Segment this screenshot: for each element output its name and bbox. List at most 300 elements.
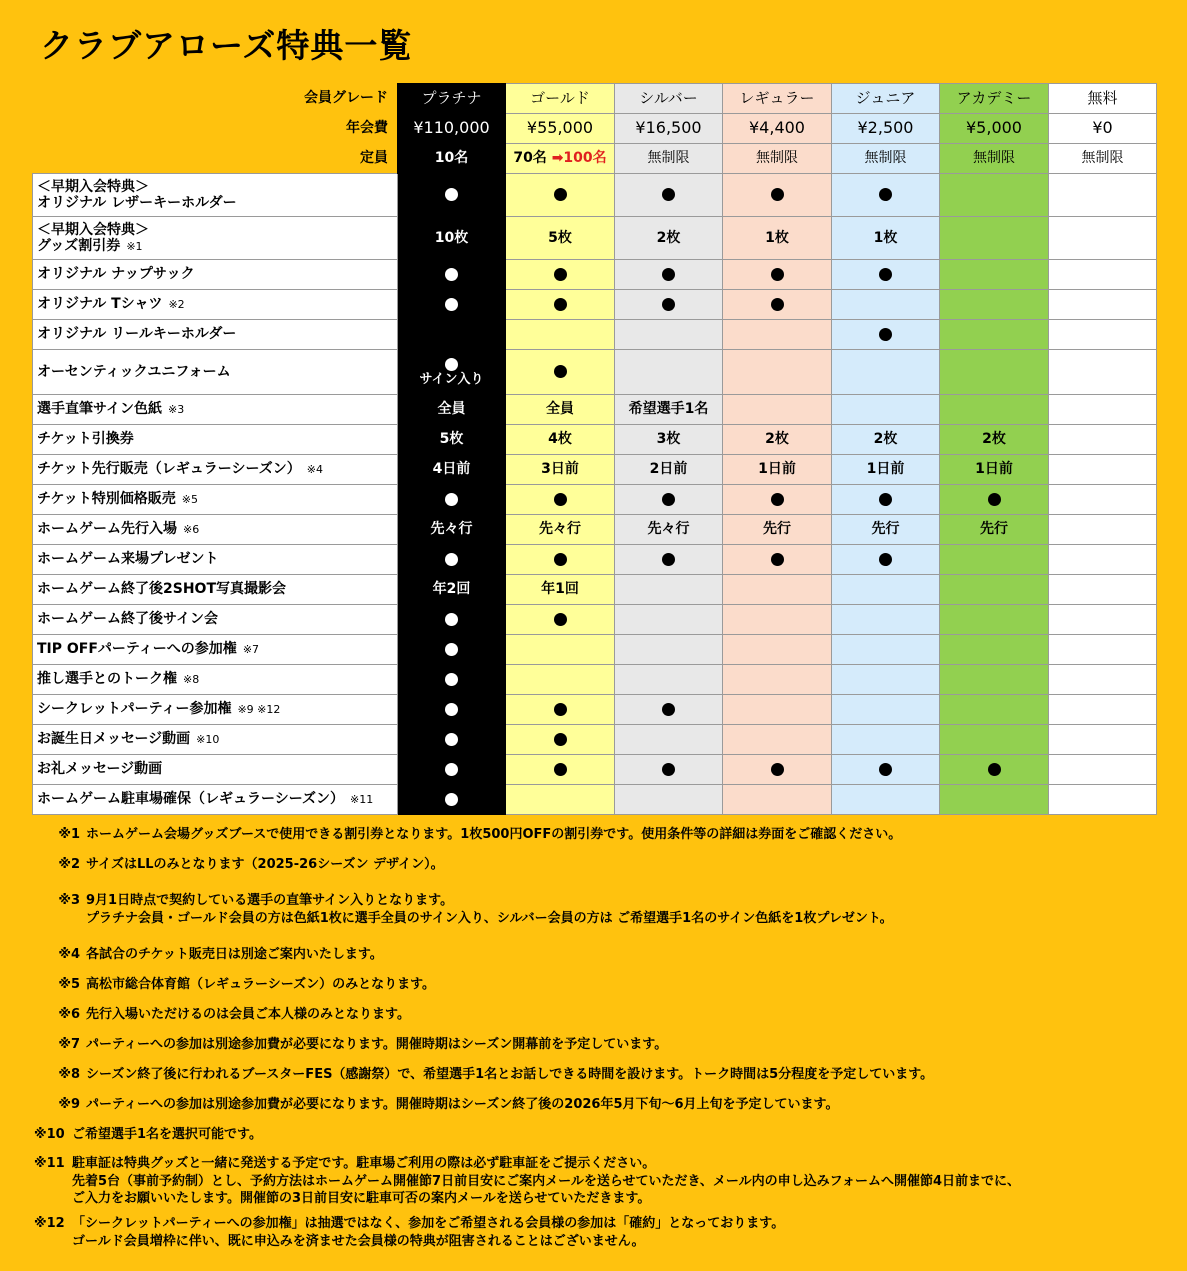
included-dot-icon bbox=[988, 763, 1001, 776]
cell-value: 1日前 bbox=[975, 461, 1013, 478]
included-dot-icon bbox=[662, 188, 675, 201]
column-grade-0 bbox=[398, 84, 506, 114]
cell-value: 先々行 bbox=[430, 521, 473, 538]
footnote-line: プラチナ会員・ゴールド会員の方は色紙1枚に選手全員のサイン入り、シルバー会員の方は ご希望選手1名のサイン色紙を1枚プレゼント。 bbox=[86, 910, 893, 926]
footnote-line: ホームゲーム会場グッズブースで使用できる割引券となります。1枚500円OFFの割引券です。使用条件等の詳細は券面をご確認ください。 bbox=[86, 827, 902, 842]
footnote-key: ※6 bbox=[58, 1007, 80, 1022]
benefit-cell bbox=[832, 785, 940, 815]
benefit-cell bbox=[940, 174, 1049, 217]
benefit-cell bbox=[940, 395, 1049, 425]
note-ref: ※5 bbox=[181, 493, 198, 507]
benefit-row bbox=[33, 290, 1157, 320]
capacity-value: 無制限 bbox=[973, 150, 1015, 167]
benefit-row bbox=[33, 545, 1157, 575]
benefit-cell bbox=[832, 320, 940, 350]
capacity-value: 無制限 bbox=[1081, 150, 1124, 167]
benefit-label bbox=[33, 635, 398, 665]
included-dot-icon bbox=[445, 188, 458, 201]
benefit-row bbox=[33, 665, 1157, 695]
benefit-cell bbox=[723, 545, 832, 575]
cell-value: 2枚 bbox=[765, 431, 789, 448]
benefit-cell bbox=[832, 515, 940, 545]
cell-subtext: サイン入り bbox=[419, 371, 484, 387]
included-dot-icon bbox=[662, 703, 675, 716]
footnote-line: パーティーへの参加は別途参加費が必要になります。開催時期はシーズン開幕前を予定しています。 bbox=[86, 1037, 668, 1052]
benefit-label-text: お誕生日メッセージ動画 bbox=[37, 731, 191, 748]
benefit-label-text: ホームゲーム駐車場確保（レギュラーシーズン） bbox=[37, 791, 345, 808]
column-fee-1 bbox=[506, 114, 615, 144]
benefit-row bbox=[33, 485, 1157, 515]
benefit-label bbox=[33, 515, 398, 545]
included-dot-icon bbox=[445, 673, 458, 686]
benefit-cell bbox=[723, 485, 832, 515]
benefit-cell bbox=[1049, 545, 1157, 575]
included-dot-icon bbox=[445, 793, 458, 806]
footnote-body bbox=[86, 1066, 933, 1084]
benefit-cell bbox=[832, 665, 940, 695]
benefit-cell bbox=[940, 290, 1049, 320]
column-fee-4 bbox=[832, 114, 940, 144]
benefit-cell bbox=[615, 545, 723, 575]
cell-value: 希望選手1名 bbox=[628, 401, 709, 418]
benefit-cell bbox=[723, 515, 832, 545]
footnote-body bbox=[86, 946, 383, 964]
benefit-label bbox=[33, 545, 398, 575]
footnote-key: ※10 bbox=[34, 1127, 65, 1142]
benefit-cell bbox=[1049, 485, 1157, 515]
benefit-cell bbox=[723, 320, 832, 350]
benefit-cell bbox=[1049, 785, 1157, 815]
column-grade-4 bbox=[832, 84, 940, 114]
footnote-key: ※5 bbox=[58, 977, 80, 992]
benefit-label bbox=[33, 725, 398, 755]
benefit-cell bbox=[615, 174, 723, 217]
benefit-row bbox=[33, 174, 1157, 217]
column-capacity-6 bbox=[1049, 144, 1157, 174]
benefit-label-text: ホームゲーム終了後2SHOT写真撮影会 bbox=[37, 581, 286, 598]
cell-value: 先行 bbox=[871, 521, 900, 538]
benefit-label-text: チケット引換券 bbox=[37, 431, 134, 448]
benefit-cell bbox=[1049, 605, 1157, 635]
benefit-row bbox=[33, 725, 1157, 755]
benefit-label-text: オリジナル リールキーホルダー bbox=[37, 326, 237, 343]
benefit-cell bbox=[940, 217, 1049, 260]
footnote bbox=[36, 1036, 667, 1054]
included-dot-icon bbox=[662, 298, 675, 311]
footnote bbox=[36, 826, 901, 844]
benefit-cell bbox=[506, 290, 615, 320]
benefit-cell bbox=[723, 395, 832, 425]
benefit-cell bbox=[398, 217, 506, 260]
cell-value: 4枚 bbox=[548, 431, 572, 448]
page-title: クラブアローズ特典一覧 bbox=[40, 26, 413, 65]
benefit-cell bbox=[398, 545, 506, 575]
benefit-cell bbox=[398, 605, 506, 635]
column-fee-0 bbox=[398, 114, 506, 144]
note-ref: ※4 bbox=[306, 463, 323, 477]
included-dot-icon bbox=[554, 365, 567, 378]
fee-value: ¥4,400 bbox=[749, 118, 805, 138]
included-dot-icon bbox=[879, 493, 892, 506]
included-dot-icon bbox=[445, 268, 458, 281]
benefit-cell bbox=[1049, 174, 1157, 217]
column-capacity-4 bbox=[832, 144, 940, 174]
column-capacity-2 bbox=[615, 144, 723, 174]
included-dot-icon bbox=[771, 268, 784, 281]
note-ref: ※6 bbox=[183, 523, 200, 537]
footnote-key: ※8 bbox=[58, 1067, 80, 1082]
column-capacity-5 bbox=[940, 144, 1049, 174]
benefit-cell bbox=[832, 485, 940, 515]
benefit-row bbox=[33, 515, 1157, 545]
footnote-key: ※3 bbox=[58, 893, 80, 908]
footnote-body bbox=[86, 976, 435, 994]
benefit-label-text-2: オリジナル レザーキーホルダー bbox=[37, 195, 237, 211]
cell-value: 1日前 bbox=[758, 461, 796, 478]
cell-value: 先行 bbox=[980, 521, 1008, 538]
grade-value: アカデミー bbox=[956, 88, 1032, 107]
benefit-cell bbox=[723, 725, 832, 755]
included-dot-icon bbox=[445, 553, 458, 566]
footnote-line: ゴールド会員増枠に伴い、既に申込みを済ませた会員様の特典が阻害されることはございません。 bbox=[72, 1233, 645, 1249]
benefit-cell bbox=[615, 605, 723, 635]
benefit-label-text: オーセンティックユニフォーム bbox=[37, 363, 231, 380]
benefit-cell bbox=[615, 515, 723, 545]
cell-value: 全員 bbox=[546, 401, 574, 418]
benefit-row bbox=[33, 217, 1157, 260]
benefit-cell bbox=[832, 425, 940, 455]
cell-value: 2枚 bbox=[873, 431, 898, 448]
benefit-cell bbox=[398, 260, 506, 290]
benefit-row bbox=[33, 395, 1157, 425]
footnote bbox=[36, 892, 893, 927]
included-dot-icon bbox=[554, 703, 567, 716]
header-row-grade bbox=[33, 84, 1157, 114]
capacity-value: 無制限 bbox=[647, 150, 690, 167]
benefit-row bbox=[33, 785, 1157, 815]
benefit-cell bbox=[506, 217, 615, 260]
benefit-label-text: チケット特別価格販売 bbox=[37, 491, 176, 508]
benefit-cell bbox=[506, 665, 615, 695]
benefit-cell bbox=[723, 575, 832, 605]
column-grade-2 bbox=[615, 84, 723, 114]
benefit-cell bbox=[940, 785, 1049, 815]
benefit-label-text-2: グッズ割引券 bbox=[37, 238, 121, 254]
benefit-row bbox=[33, 455, 1157, 485]
benefit-cell bbox=[723, 455, 832, 485]
footnote-line: 駐車証は特典グッズと一緒に発送する予定です。駐車場ご利用の際は必ず駐車証をご提示ください。 bbox=[72, 1156, 656, 1171]
benefit-cell bbox=[832, 575, 940, 605]
column-capacity-1 bbox=[506, 144, 615, 174]
included-dot-icon bbox=[445, 733, 458, 746]
included-dot-icon bbox=[445, 643, 458, 656]
column-capacity-3 bbox=[723, 144, 832, 174]
cell-value: 2枚 bbox=[656, 229, 681, 246]
included-dot-icon bbox=[662, 763, 675, 776]
header-label-grade: 会員グレード bbox=[304, 90, 388, 107]
footnote-body bbox=[72, 1215, 784, 1250]
benefit-cell bbox=[615, 455, 723, 485]
fee-value: ¥110,000 bbox=[413, 118, 490, 138]
included-dot-icon bbox=[445, 613, 458, 626]
benefit-cell bbox=[940, 575, 1049, 605]
benefit-cell bbox=[832, 635, 940, 665]
benefit-cell bbox=[615, 785, 723, 815]
footnote bbox=[36, 1006, 410, 1024]
benefit-cell bbox=[832, 725, 940, 755]
footnote-key: ※2 bbox=[58, 857, 80, 872]
footnote-key: ※12 bbox=[34, 1216, 65, 1231]
note-ref: ※9 ※12 bbox=[237, 703, 281, 717]
footnote bbox=[36, 946, 383, 964]
header-label-fee: 年会費 bbox=[346, 120, 388, 137]
footnote bbox=[34, 1215, 784, 1250]
capacity-value: 無制限 bbox=[864, 150, 907, 167]
footnote-line: 各試合のチケット販売日は別途ご案内いたします。 bbox=[86, 947, 383, 962]
benefit-cell bbox=[940, 665, 1049, 695]
note-ref: ※1 bbox=[126, 240, 143, 253]
benefit-cell bbox=[615, 725, 723, 755]
benefit-cell bbox=[398, 725, 506, 755]
benefit-cell bbox=[1049, 515, 1157, 545]
benefit-label bbox=[33, 455, 398, 485]
footnote-line: 9月1日時点で契約している選手の直筆サイン入りとなります。 bbox=[86, 893, 454, 908]
benefit-cell bbox=[615, 395, 723, 425]
included-dot-icon bbox=[554, 763, 567, 776]
benefit-cell bbox=[615, 665, 723, 695]
footnote-body bbox=[86, 1036, 667, 1054]
benefit-cell bbox=[506, 785, 615, 815]
fee-value: ¥2,500 bbox=[857, 118, 914, 138]
benefit-cell bbox=[506, 485, 615, 515]
column-grade-6 bbox=[1049, 84, 1157, 114]
benefit-cell bbox=[723, 665, 832, 695]
footnote bbox=[34, 1126, 262, 1144]
included-dot-icon bbox=[445, 703, 458, 716]
capacity-value: 無制限 bbox=[756, 150, 798, 167]
benefit-cell bbox=[940, 425, 1049, 455]
cell-value: 10枚 bbox=[434, 229, 469, 246]
benefit-cell bbox=[1049, 395, 1157, 425]
grade-value: レギュラー bbox=[739, 88, 815, 107]
benefit-cell bbox=[398, 425, 506, 455]
column-capacity-0 bbox=[398, 144, 506, 174]
footnote-key: ※9 bbox=[58, 1097, 80, 1112]
footnote-body bbox=[72, 1126, 262, 1144]
header-row-fee bbox=[33, 114, 1157, 144]
benefit-cell bbox=[832, 174, 940, 217]
benefit-cell bbox=[615, 695, 723, 725]
benefit-cell bbox=[832, 755, 940, 785]
included-dot-icon bbox=[879, 553, 892, 566]
benefit-cell bbox=[615, 425, 723, 455]
benefit-cell bbox=[398, 174, 506, 217]
benefit-label bbox=[33, 575, 398, 605]
column-fee-5 bbox=[940, 114, 1049, 144]
benefit-cell bbox=[832, 350, 940, 395]
benefit-cell bbox=[723, 290, 832, 320]
note-ref: ※11 bbox=[350, 793, 374, 807]
benefit-cell bbox=[615, 635, 723, 665]
benefit-cell bbox=[1049, 260, 1157, 290]
capacity-value: 70名 bbox=[513, 150, 547, 167]
benefit-row bbox=[33, 635, 1157, 665]
footnote-body bbox=[86, 1006, 410, 1024]
included-dot-icon bbox=[445, 493, 458, 506]
benefit-label-text: シークレットパーティー参加権 bbox=[37, 701, 232, 718]
benefit-label bbox=[33, 217, 398, 260]
footnote-body bbox=[86, 1096, 839, 1114]
benefit-cell bbox=[506, 635, 615, 665]
benefit-label bbox=[33, 605, 398, 635]
cell-value: 年1回 bbox=[541, 581, 579, 598]
footnote bbox=[36, 1066, 933, 1084]
fee-value: ¥0 bbox=[1092, 118, 1113, 138]
benefit-row bbox=[33, 695, 1157, 725]
benefit-cell bbox=[398, 350, 506, 395]
benefit-cell bbox=[1049, 217, 1157, 260]
cell-value: 4日前 bbox=[432, 461, 471, 478]
fee-value: ¥55,000 bbox=[526, 118, 594, 138]
cell-value: 先々行 bbox=[647, 521, 690, 538]
benefit-cell bbox=[832, 545, 940, 575]
footnote bbox=[36, 856, 444, 874]
benefit-cell bbox=[506, 425, 615, 455]
benefit-cell bbox=[832, 217, 940, 260]
benefit-cell bbox=[506, 545, 615, 575]
benefit-label bbox=[33, 260, 398, 290]
benefit-cell bbox=[506, 755, 615, 785]
benefit-cell bbox=[398, 785, 506, 815]
benefit-cell bbox=[940, 320, 1049, 350]
benefit-row bbox=[33, 320, 1157, 350]
benefit-cell bbox=[940, 545, 1049, 575]
benefit-cell bbox=[940, 635, 1049, 665]
column-grade-5 bbox=[940, 84, 1049, 114]
benefit-cell bbox=[940, 695, 1049, 725]
benefit-cell bbox=[615, 485, 723, 515]
included-dot-icon bbox=[771, 188, 784, 201]
benefit-cell bbox=[398, 695, 506, 725]
included-dot-icon bbox=[554, 493, 567, 506]
footnote bbox=[36, 976, 435, 994]
footnote-line: ご希望選手1名を選択可能です。 bbox=[72, 1127, 263, 1142]
benefit-cell bbox=[398, 320, 506, 350]
benefit-label bbox=[33, 665, 398, 695]
benefit-cell bbox=[723, 174, 832, 217]
benefit-label bbox=[33, 290, 398, 320]
benefit-cell bbox=[506, 455, 615, 485]
benefit-label-text: TIP OFFパーティーへの参加権 bbox=[37, 641, 237, 658]
benefit-label bbox=[33, 785, 398, 815]
benefit-label bbox=[33, 695, 398, 725]
column-fee-2 bbox=[615, 114, 723, 144]
benefit-cell bbox=[723, 635, 832, 665]
footnote bbox=[36, 1096, 839, 1114]
benefit-label bbox=[33, 320, 398, 350]
benefit-cell bbox=[506, 725, 615, 755]
footnote-body bbox=[72, 1155, 1020, 1208]
included-dot-icon bbox=[771, 763, 784, 776]
note-ref: ※7 bbox=[242, 643, 260, 657]
cell-value: 全員 bbox=[437, 401, 466, 418]
benefit-label-text: ホームゲーム来場プレゼント bbox=[37, 551, 219, 568]
cell-value: 1枚 bbox=[873, 229, 898, 246]
cell-value: 1日前 bbox=[866, 461, 905, 478]
benefit-cell bbox=[398, 290, 506, 320]
column-grade-1 bbox=[506, 84, 615, 114]
benefit-cell bbox=[398, 485, 506, 515]
benefits-table bbox=[32, 83, 1157, 815]
cell-value: 1枚 bbox=[765, 229, 789, 246]
benefit-label bbox=[33, 755, 398, 785]
footnote-line: 「シークレットパーティーへの参加権」は抽選ではなく、参加をご希望される会員様の参加は「確約」となっております。 bbox=[72, 1216, 785, 1231]
benefit-cell bbox=[723, 217, 832, 260]
benefit-cell bbox=[506, 350, 615, 395]
benefit-label-text: お礼メッセージ動画 bbox=[37, 761, 163, 778]
cell-value: 先々行 bbox=[539, 521, 581, 538]
footnote-line: 高松市総合体育館（レギュラーシーズン）のみとなります。 bbox=[86, 977, 436, 992]
benefit-cell bbox=[832, 395, 940, 425]
included-dot-icon bbox=[988, 493, 1001, 506]
included-dot-icon bbox=[662, 493, 675, 506]
cell-value: 3日前 bbox=[541, 461, 579, 478]
benefit-cell bbox=[506, 605, 615, 635]
cell-value: 2日前 bbox=[649, 461, 688, 478]
benefit-cell bbox=[940, 485, 1049, 515]
note-ref: ※2 bbox=[168, 298, 185, 312]
benefit-cell bbox=[832, 260, 940, 290]
benefit-label-text: ＜早期入会特典＞ bbox=[37, 178, 149, 195]
benefit-row bbox=[33, 605, 1157, 635]
column-fee-6 bbox=[1049, 114, 1157, 144]
benefit-cell bbox=[1049, 350, 1157, 395]
included-dot-icon bbox=[554, 613, 567, 626]
included-dot-icon bbox=[445, 298, 458, 311]
benefit-label-text: ＜早期入会特典＞ bbox=[37, 221, 149, 238]
footnote-line: シーズン終了後に行われるブースターFES（感謝祭）で、希望選手1名とお話しできる時間を設けます。トーク時間は5分程度を予定しています。 bbox=[86, 1067, 934, 1082]
benefit-cell bbox=[398, 455, 506, 485]
included-dot-icon bbox=[771, 553, 784, 566]
benefit-cell bbox=[506, 395, 615, 425]
benefit-cell bbox=[615, 260, 723, 290]
benefit-label-text: オリジナル ナップサック bbox=[37, 266, 195, 283]
cell-value: 3枚 bbox=[656, 431, 681, 448]
footnote-key: ※7 bbox=[58, 1037, 80, 1052]
benefit-cell bbox=[506, 174, 615, 217]
column-fee-3 bbox=[723, 114, 832, 144]
capacity-value: 10名 bbox=[434, 150, 469, 167]
benefit-cell bbox=[1049, 455, 1157, 485]
benefit-label bbox=[33, 425, 398, 455]
capacity-increase: ➡100名 bbox=[551, 150, 607, 167]
benefit-label bbox=[33, 485, 398, 515]
cell-value: 5枚 bbox=[548, 229, 572, 246]
cell-value: 先行 bbox=[763, 521, 791, 538]
grade-value: プラチナ bbox=[421, 88, 482, 107]
benefit-cell bbox=[615, 755, 723, 785]
benefit-cell bbox=[940, 725, 1049, 755]
benefit-cell bbox=[1049, 320, 1157, 350]
benefit-cell bbox=[398, 755, 506, 785]
benefit-cell bbox=[1049, 575, 1157, 605]
benefit-cell bbox=[398, 395, 506, 425]
footnote bbox=[34, 1155, 1020, 1208]
included-dot-icon bbox=[554, 553, 567, 566]
footnote-line: 先着5台（事前予約制）とし、予約方法はホームゲーム開催節7日前目安にご案内メールを送らせていただき、メール内の申し込みフォームへ開催節4日前までに、 bbox=[72, 1173, 1021, 1189]
footnote-body bbox=[86, 856, 444, 874]
benefit-cell bbox=[398, 635, 506, 665]
